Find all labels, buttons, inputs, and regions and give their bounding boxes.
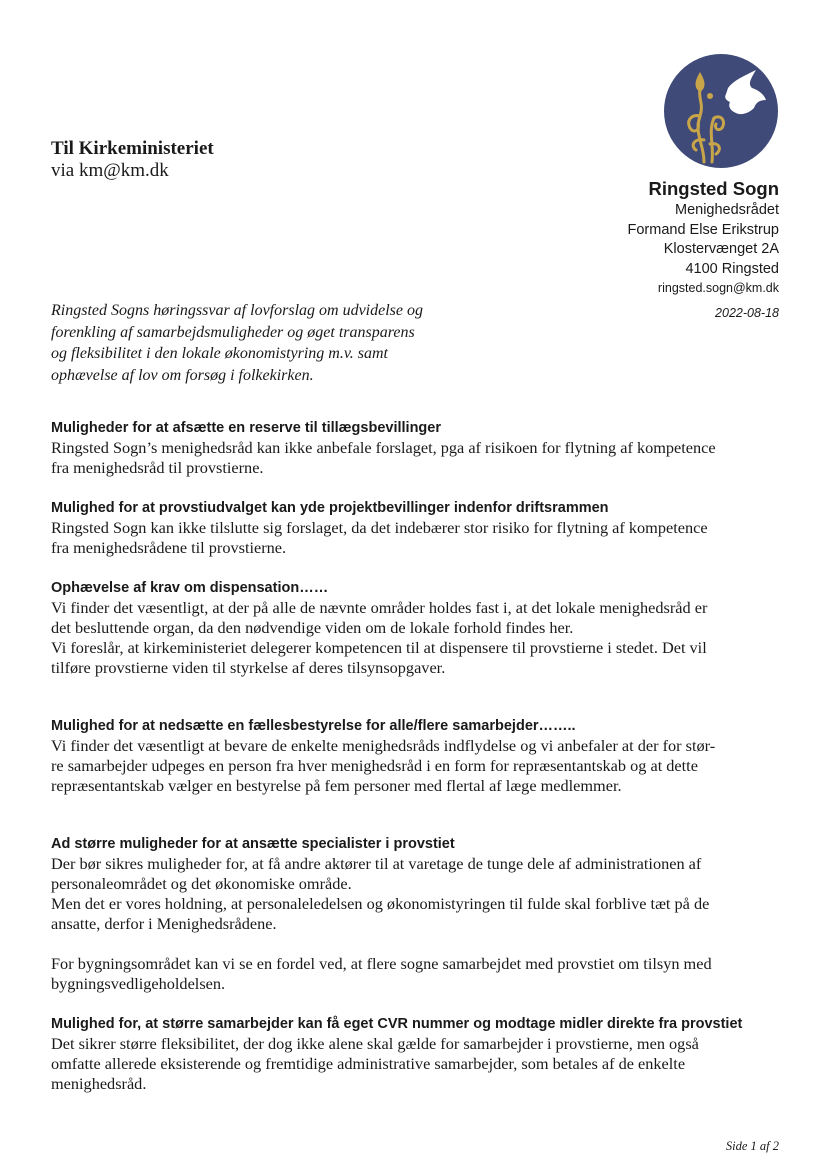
subject-line: ophævelse af lov om forsøg i folkekirken. — [51, 366, 314, 384]
section-line: Vi foreslår, at kirkeministeriet delegerer kompetencen til at dispensere til provstierne i stedet. Det vil — [51, 638, 707, 657]
sender-org: Ringsted Sogn — [648, 178, 779, 199]
section-line: Men det er vores holdning, at personaleledelsen og økonomistyringen til fulde skal forblive tæt på de — [51, 894, 710, 913]
section-heading: Ad større muligheder for at ansætte specialister i provstiet — [51, 836, 455, 852]
section-line: fra menighedsråd til provstierne. — [51, 458, 264, 477]
section-line: Ringsted Sogn kan ikke tilslutte sig forslaget, da det indebærer stor risiko for flytning af kompetence — [51, 518, 708, 537]
section-line: tilføre provstierne viden til styrkelse af deres tilsynsopgaver. — [51, 658, 446, 677]
section-line: menighedsråd. — [51, 1074, 147, 1093]
section-reserve — [51, 418, 781, 478]
section-line: Ringsted Sogn’s menighedsråd kan ikke anbefale forslaget, pga af risikoen for flytning af kompetence — [51, 438, 716, 457]
section-faellesbestyrelse — [51, 716, 781, 796]
recipient-name: Til Kirkeministeriet — [51, 138, 214, 159]
section-heading: Muligheder for at afsætte en reserve til tillægsbevillinger — [51, 420, 441, 436]
section-line: Der bør sikres muligheder for, at få andre aktører til at varetage de tunge dele af administrationen af — [51, 854, 702, 873]
page-number: Side 1 af 2 — [725, 1139, 779, 1153]
section-line: omfatte allerede eksisterende og fremtidige administrative samarbejder, som betales af de enkelte — [51, 1054, 686, 1073]
sender-block — [628, 177, 780, 299]
section-heading: Mulighed for at nedsætte en fællesbestyrelse for alle/flere samarbejder…….. — [51, 718, 576, 734]
section-line: fra menighedsrådene til provstierne. — [51, 538, 287, 557]
section-line: personaleområdet og det økonomiske område. — [51, 874, 352, 893]
section-line: re samarbejder udpeges en person fra hver menighedsråd i en form for repræsentantskab og at dette — [51, 756, 698, 775]
section-line: ansatte, derfor i Menighedsrådene. — [51, 914, 277, 933]
subject-line: og fleksibilitet i den lokale økonomistyring m.v. samt — [51, 345, 388, 362]
sender-email: ringsted.sogn@km.dk — [657, 281, 779, 295]
section-line: Vi finder det væsentligt at bevare de enkelte menighedsråds indflydelse og vi anbefaler at der for stør- — [51, 736, 716, 755]
sender-chair: Formand Else Erikstrup — [627, 221, 779, 238]
recipient-block — [51, 138, 214, 182]
section-line: repræsentantskab vælger en bestyrelse på fem personer med flertal af læge medlemmer. — [51, 776, 622, 795]
subject-line: forenkling af samarbejdsmuligheder og øget transparens — [51, 323, 415, 341]
body-sections — [51, 418, 781, 1094]
section-line: For bygningsområdet kan vi se en fordel ved, at flere sogne samarbejdet med provstiet om tilsyn med — [51, 954, 712, 973]
section-cvr — [51, 1014, 781, 1094]
letter-date: 2022-08-18 — [715, 306, 779, 320]
section-heading: Mulighed for at provstiudvalget kan yde projektbevillinger indenfor driftsrammen — [51, 500, 609, 516]
section-line: Vi finder det væsentligt, at der på alle de nævnte områder holdes fast i, at det lokale menighedsråd er — [51, 598, 708, 617]
sender-council: Menighedsrådet — [675, 202, 779, 218]
recipient-email: via km@km.dk — [51, 160, 169, 181]
sender-street: Klostervænget 2A — [663, 241, 779, 257]
section-specialister — [51, 834, 781, 994]
section-dispensation — [51, 578, 781, 678]
section-heading: Mulighed for, at større samarbejder kan få eget CVR nummer og modtage midler direkte fra provstiet — [51, 1016, 743, 1032]
subject — [51, 300, 471, 386]
section-projektbevillinger — [51, 498, 781, 558]
sender-city: 4100 Ringsted — [685, 260, 779, 277]
section-line: Det sikrer større fleksibilitet, der dog ikke alene skal gælde for samarbejder i provstierne, men også — [51, 1034, 699, 1053]
section-heading: Ophævelse af krav om dispensation…… — [51, 580, 329, 596]
section-line: bygningsvedligeholdelsen. — [51, 974, 226, 993]
ringsted-sogn-logo — [664, 54, 778, 168]
subject-line: Ringsted Sogns høringssvar af lovforslag om udvidelse og — [51, 302, 423, 319]
section-line: det besluttende organ, da den nødvendige viden om de lokale forhold findes her. — [51, 618, 574, 637]
